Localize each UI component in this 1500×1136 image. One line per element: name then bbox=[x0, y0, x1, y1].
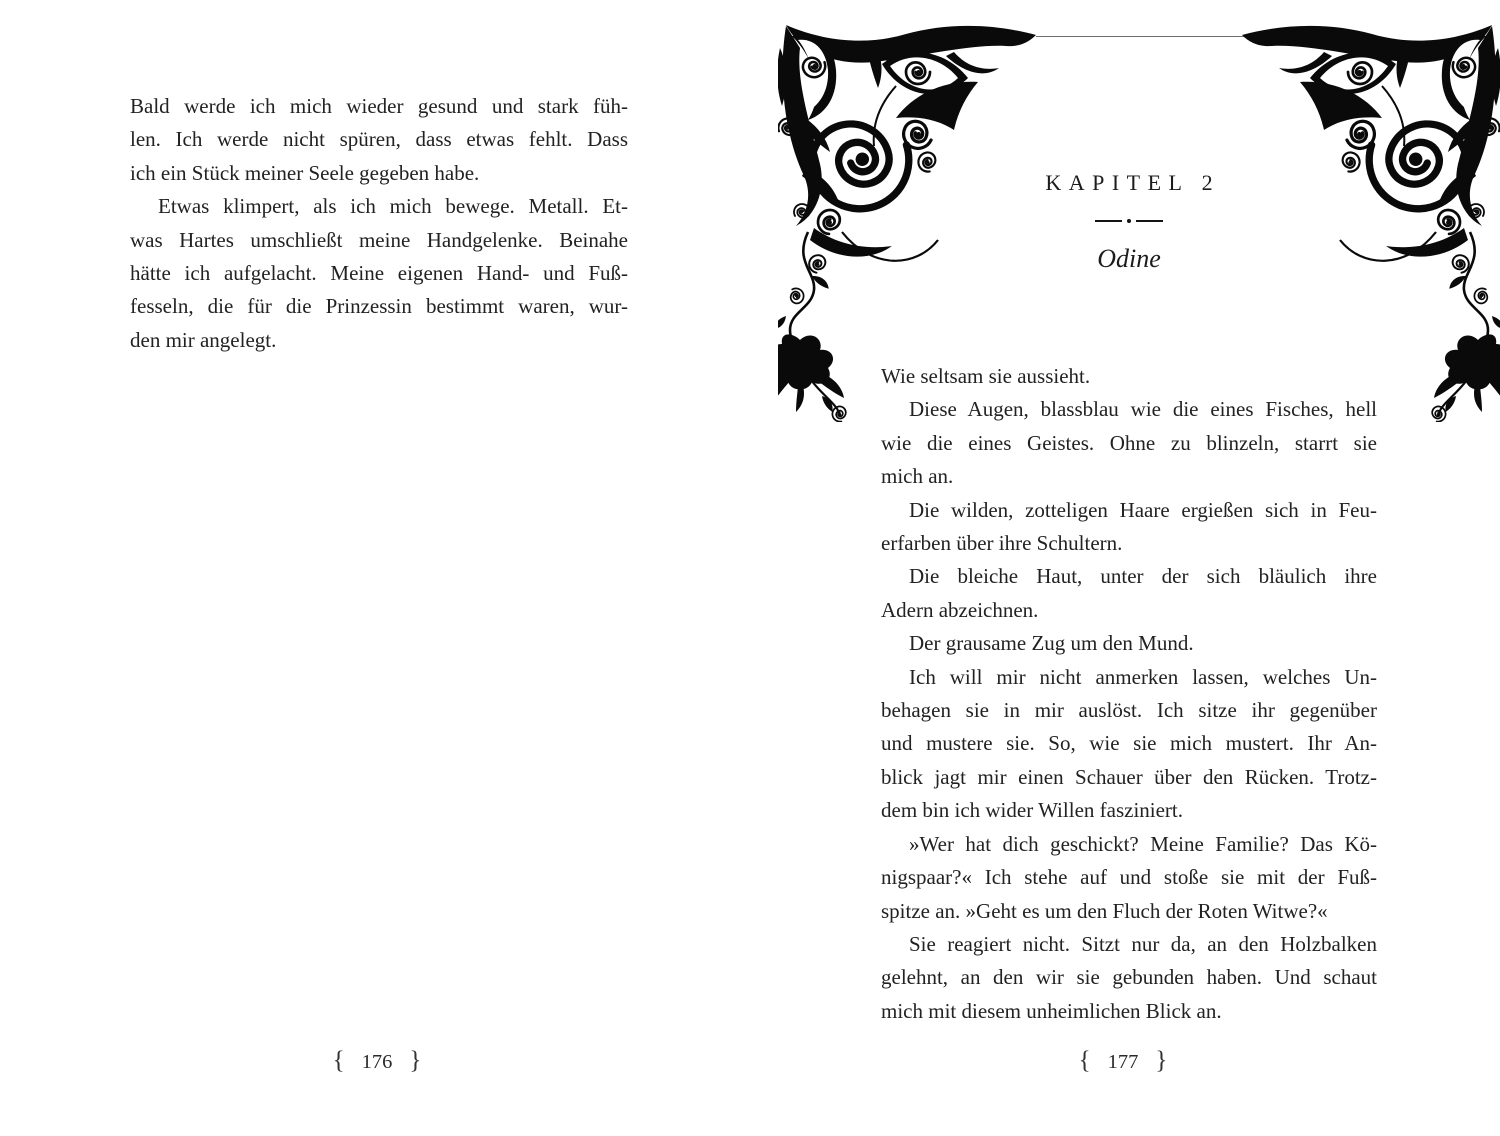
folio-brace-close: } bbox=[409, 1047, 422, 1074]
divider-dot bbox=[1127, 219, 1131, 223]
text-line: erfarben über ihre Schultern. bbox=[881, 531, 1123, 556]
chapter-divider-icon bbox=[1092, 218, 1166, 224]
text-line: Adern abzeichnen. bbox=[881, 597, 1039, 622]
text-line: gelehnt, an den wir sie gebunden haben. Und schaut bbox=[881, 965, 1377, 990]
text-line: hätte ich aufgelacht. Meine eigenen Hand- und Fuß- bbox=[130, 261, 628, 286]
folio-brace-open: { bbox=[1078, 1047, 1091, 1074]
page-number-left bbox=[333, 1046, 422, 1078]
text-line: mich mit diesem unheimlichen Blick an. bbox=[881, 998, 1222, 1023]
chapter-head bbox=[881, 170, 1377, 274]
text-line: den mir angelegt. bbox=[130, 327, 277, 352]
right-page-text bbox=[881, 360, 1377, 1028]
folio-brace-open: { bbox=[332, 1047, 345, 1074]
left-page-text bbox=[130, 90, 628, 357]
text-line: mich an. bbox=[881, 464, 954, 489]
text-line: len. Ich werde nicht spüren, dass etwas fehlt. Dass bbox=[130, 127, 628, 152]
folio-number: 176 bbox=[361, 1050, 393, 1073]
page-number-right bbox=[1079, 1046, 1168, 1078]
text-line: spitze an. »Geht es um den Fluch der Roten Witwe?« bbox=[881, 898, 1328, 923]
text-line: nigspaar?« Ich stehe auf und stoße sie mit der Fuß- bbox=[881, 865, 1377, 890]
text-line: wie die eines Geistes. Ohne zu blinzeln, starrt sie bbox=[881, 430, 1377, 455]
text-line: Wie seltsam sie aussieht. bbox=[881, 364, 1091, 388]
text-line: Ich will mir nicht anmerken lassen, welches Un- bbox=[909, 664, 1377, 689]
divider-dash bbox=[1095, 220, 1122, 222]
text-line: fesseln, die für die Prinzessin bestimmt waren, wur- bbox=[130, 294, 628, 319]
text-line: was Hartes umschließt meine Handgelenke. Beinahe bbox=[130, 227, 628, 252]
header-hairline-rule bbox=[1036, 36, 1244, 37]
text-line: blick jagt mir einen Schauer über den Rücken. Trotz- bbox=[881, 764, 1377, 789]
text-line: ich ein Stück meiner Seele gegeben habe. bbox=[130, 160, 480, 185]
text-line: Die bleiche Haut, unter der sich bläulich ihre bbox=[909, 564, 1377, 589]
text-line: Bald werde ich mich wieder gesund und stark füh- bbox=[130, 94, 628, 118]
text-line: und mustere sie. So, wie sie mich mustert. Ihr An- bbox=[881, 731, 1377, 756]
text-line: »Wer hat dich geschickt? Meine Familie? Das Kö- bbox=[909, 831, 1377, 856]
divider-dash bbox=[1136, 220, 1163, 222]
text-line: Sie reagiert nicht. Sitzt nur da, an den Holzbalken bbox=[909, 931, 1377, 956]
text-line: Etwas klimpert, als ich mich bewege. Metall. Et- bbox=[158, 194, 628, 219]
text-line: behagen sie in mir auslöst. Ich sitze ihr gegenüber bbox=[881, 698, 1377, 723]
text-line: Der grausame Zug um den Mund. bbox=[909, 631, 1194, 656]
folio-brace-close: } bbox=[1155, 1047, 1168, 1074]
text-line: Die wilden, zotteligen Haare ergießen sich in Feu- bbox=[909, 497, 1377, 522]
text-line: Diese Augen, blassblau wie die eines Fisches, hell bbox=[909, 397, 1377, 422]
folio-number: 177 bbox=[1107, 1050, 1139, 1073]
text-line: dem bin ich wider Willen fasziniert. bbox=[881, 798, 1184, 823]
chapter-label: KAPITEL 2 bbox=[1045, 170, 1221, 195]
chapter-title: Odine bbox=[1097, 244, 1161, 273]
